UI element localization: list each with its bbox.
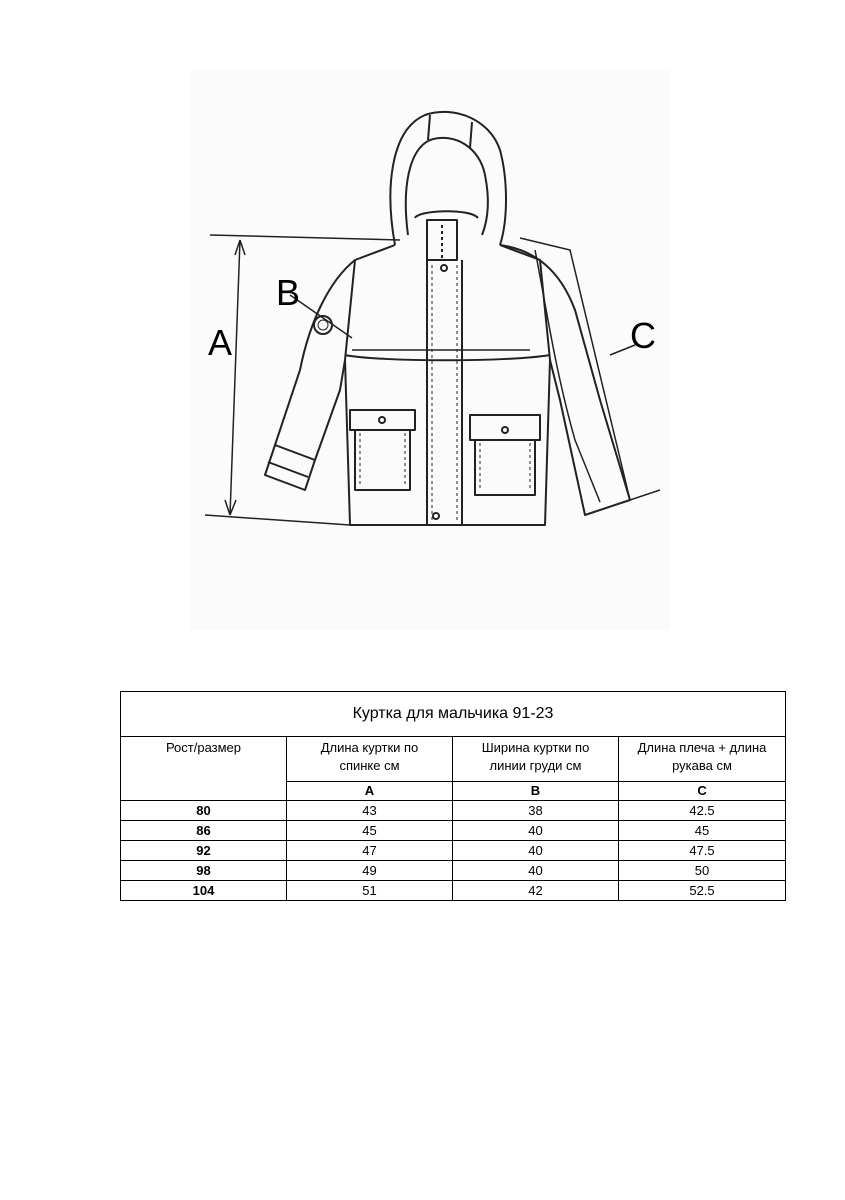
cell-a: 49 [287, 861, 453, 881]
cell-a: 43 [287, 801, 453, 821]
cell-c: 42.5 [619, 801, 786, 821]
cell-size: 104 [121, 881, 287, 901]
cell-size: 86 [121, 821, 287, 841]
cell-a: 47 [287, 841, 453, 861]
cell-b: 40 [453, 821, 619, 841]
cell-c: 50 [619, 861, 786, 881]
label-a: A [208, 322, 233, 363]
header-sleeve-length: Длина плеча + длина рукава см [619, 737, 786, 782]
header-length-back: Длина куртки по спинке см [287, 737, 453, 782]
cell-a: 51 [287, 881, 453, 901]
jacket-drawing [190, 70, 670, 630]
cell-size: 92 [121, 841, 287, 861]
jacket-sketch [190, 70, 670, 630]
header-size: Рост/размер [121, 737, 287, 801]
cell-size: 98 [121, 861, 287, 881]
table-row [121, 841, 786, 861]
table-row [121, 861, 786, 881]
table-row [121, 881, 786, 901]
cell-b: 42 [453, 881, 619, 901]
label-c: C [630, 315, 656, 356]
table-title: Куртка для мальчика 91-23 [121, 692, 786, 737]
cell-a: 45 [287, 821, 453, 841]
cell-c: 52.5 [619, 881, 786, 901]
cell-b: 40 [453, 841, 619, 861]
header-letter-a: A [287, 782, 453, 801]
size-table [120, 691, 786, 901]
cell-size: 80 [121, 801, 287, 821]
cell-c: 47.5 [619, 841, 786, 861]
cell-c: 45 [619, 821, 786, 841]
header-chest-width: Ширина куртки по линии груди см [453, 737, 619, 782]
header-letter-c: C [619, 782, 786, 801]
cell-b: 38 [453, 801, 619, 821]
table-row [121, 801, 786, 821]
cell-b: 40 [453, 861, 619, 881]
table-row [121, 821, 786, 841]
label-b: B [276, 272, 301, 313]
header-letter-b: B [453, 782, 619, 801]
